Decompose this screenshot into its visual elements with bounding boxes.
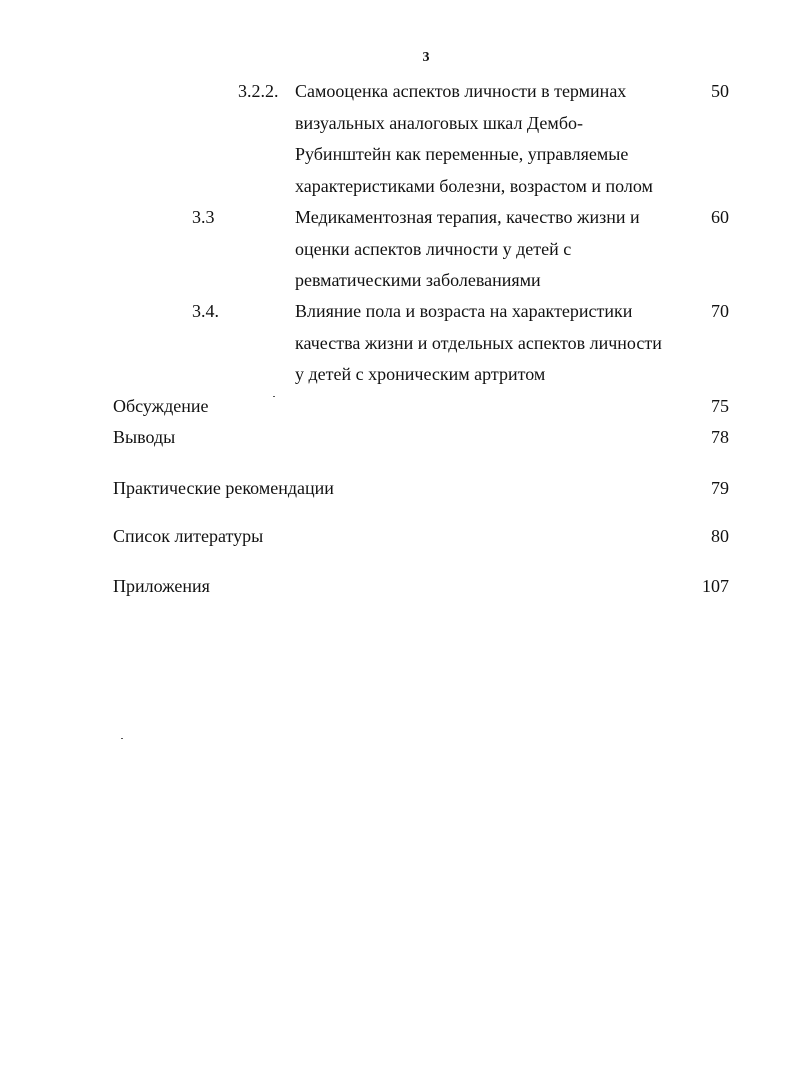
toc-page-ref: 78 [711,427,729,447]
scan-speck [121,738,123,739]
toc-page-ref: 70 [711,301,729,321]
page-number: 3 [422,50,430,65]
toc-subsection-title-line: качества жизни и отдельных аспектов личности [295,332,662,353]
toc-subsection-number: 3.3 [192,207,215,227]
toc-subsection-title [295,296,662,391]
toc-subsection-title [295,76,653,202]
toc-subsection-title-line: визуальных аналоговых шкал Дембо- [295,112,583,133]
toc-page-ref: 79 [711,478,729,498]
toc-subsection-title-line: оценки аспектов личности у детей с [295,238,572,259]
toc-page-ref: 50 [711,81,729,101]
toc-chapter-title: Обсуждение [113,396,209,416]
toc-subsection-number: 3.2.2. [238,81,279,101]
scan-speck [273,396,275,397]
toc-page-ref: 60 [711,207,729,227]
toc-subsection-title-line: у детей с хроническим артритом [295,364,546,384]
toc-chapter-title: Практические рекомендации [113,478,334,498]
toc-chapter-title: Выводы [113,427,176,447]
toc-subsection-title-line: ревматическими заболеваниями [295,270,541,290]
toc-chapter-title: Приложения [113,576,210,596]
toc-subsection-title-line: Рубинштейн как переменные, управляемые [295,144,629,164]
toc-page-ref: 107 [702,576,729,596]
toc-subsection-title-line: характеристиками болезни, возрастом и полом [295,175,653,196]
toc-chapter-title: Список литературы [113,526,264,546]
toc-subsection-title-line: Влияние пола и возраста на характеристики [295,301,633,321]
toc-subsection-title-line: Самооценка аспектов личности в терминах [295,81,627,101]
toc-subsection-number: 3.4. [192,301,219,321]
toc-subsection-title-line: Медикаментозная терапия, качество жизни и [295,207,640,227]
toc-subsection-title [295,202,640,297]
toc-page-ref: 75 [711,396,729,416]
toc-page-ref: 80 [711,526,729,546]
